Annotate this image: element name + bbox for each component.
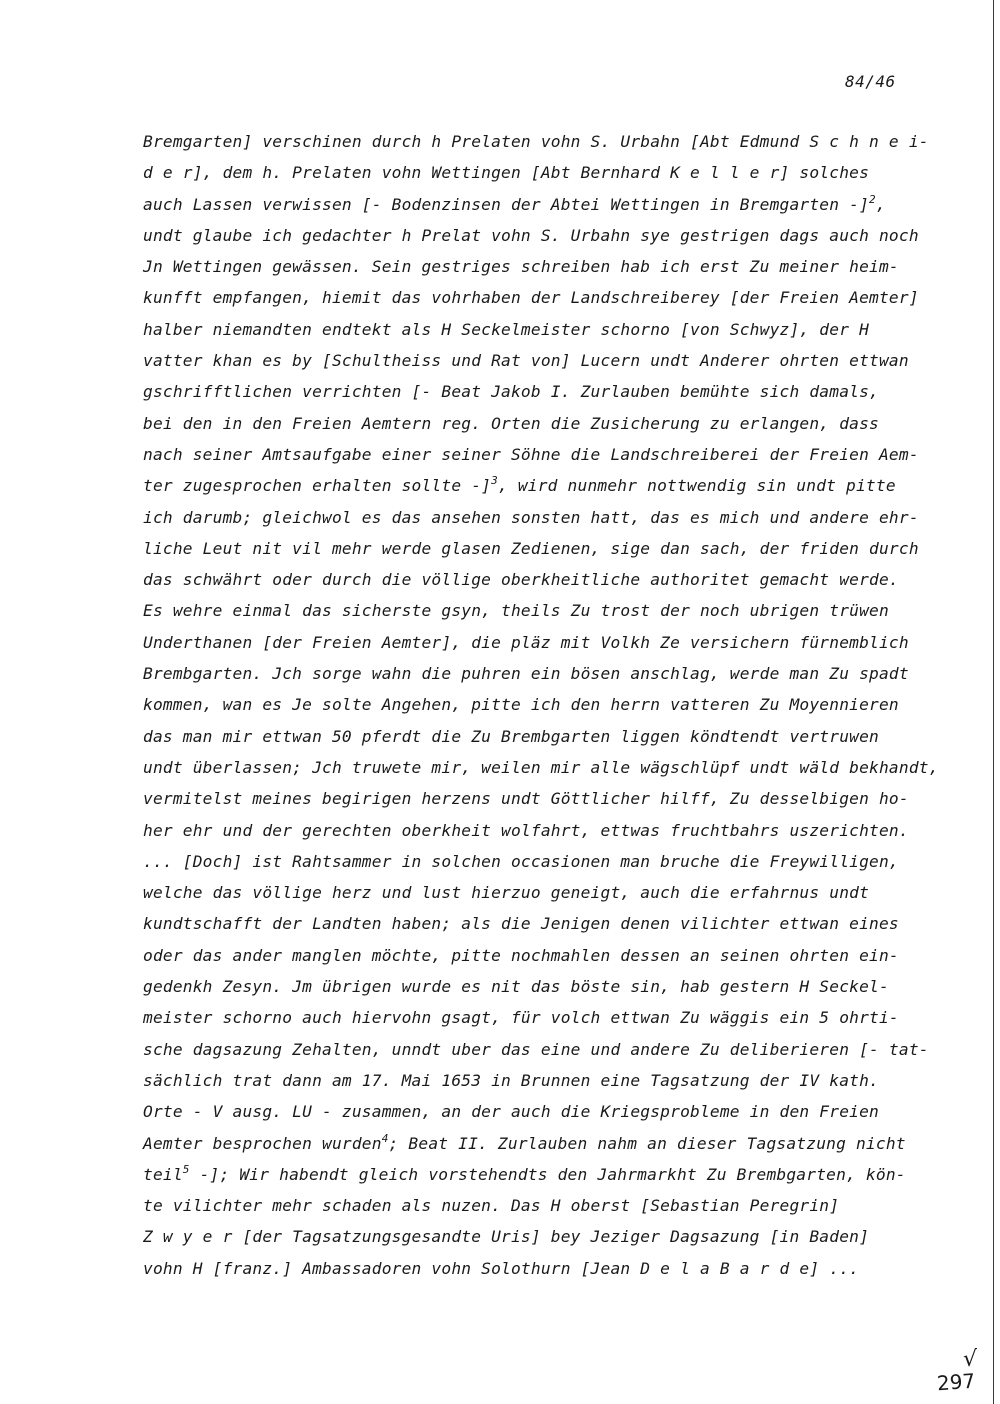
text-line: Brembgarten. Jch sorge wahn die puhren ein bösen anschlag, werde man Zu spadt [143, 664, 909, 684]
text-line-tail: -]; Wir habendt gleich vorstehendts den Jahrmarkht Zu Brembgarten, kön- [189, 1164, 906, 1184]
text-line: oder das ander manglen möchte, pitte nochmahlen dessen an seinen ohrten ein- [143, 945, 899, 965]
text-line: d e r], dem h. Prelaten vohn Wettingen [Abt Bernhard K e l l e r] solches [143, 163, 870, 183]
footnote-marker: 2 [869, 192, 876, 206]
text-line-content: auch Lassen verwissen [- Bodenzinsen der Abtei Wettingen in Bremgarten -] [143, 194, 870, 214]
text-line: meister schorno auch hiervohn gsagt, für volch ettwan Zu wäggis ein 5 ohrti- [143, 1008, 899, 1028]
text-line: sächlich trat dann am 17. Mai 1653 in Brunnen eine Tagsatzung der IV kath. [143, 1070, 879, 1090]
text-line-content: welche das völlige herz und lust hierzuo geneigt, auch die [143, 883, 720, 903]
text-line-tail: ; Beat II. Zurlauben nahm an dieser Tagsatzung nicht [388, 1133, 906, 1153]
text-line: Z w y e r [der Tagsatzungsgesandte Uris] bey Jeziger Dagsazung [in Baden] [143, 1227, 870, 1247]
text-line: ... [Doch] ist Rahtsammer in solchen occasionen man bruche die Freywilligen, [143, 851, 899, 871]
text-line [143, 1159, 943, 1190]
text-line: Orte - V ausg. LU - zusammen, an der auch die Kriegsprobleme in den Freien [143, 1102, 879, 1122]
text-line: gedenkh Zesyn. Jm übrigen wurde es nit das böste sin, hab gestern H Seckel- [143, 977, 889, 997]
text-line [143, 189, 943, 220]
text-line-tail: , wird nunmehr nottwendig sin undt pitte [497, 476, 896, 496]
text-line: undt überlassen; Jch truwete mir, weilen mir alle wägschlüpf undt wäld bekhandt, [143, 757, 939, 777]
text-line: bei den in den Freien Aemtern reg. Orten die Zusicherung zu erlangen, dass [143, 413, 879, 433]
text-line [143, 470, 943, 501]
text-line: das schwährt oder durch die völlige oberkheitliche authoritet gemacht werde. [143, 570, 899, 590]
text-line: Underthanen [der Freien Aemter], die pläz mit Volkh Ze versichern fürnemblich [143, 632, 909, 652]
footnote-marker: 3 [491, 474, 498, 488]
text-line: halber niemandten endtekt als H Seckelmeister schorno [von Schwyz], der H [143, 319, 870, 339]
text-line [143, 1128, 943, 1159]
text-line: ich darumb; gleichwol es das ansehen sonsten hatt, das es mich und andere ehr- [143, 507, 919, 527]
handwritten-archive-number: 297 [936, 1368, 976, 1396]
text-line-content: teil [143, 1164, 183, 1184]
text-line: liche Leut nit vil mehr werde glasen Zedienen, sige dan sach, der friden durch [143, 538, 919, 558]
text-line: kundtschafft der Landten haben; als die Jenigen denen vilichter ettwan eines [143, 914, 899, 934]
text-line: te vilichter mehr schaden als nuzen. Das H oberst [Sebastian Peregrin] [143, 1196, 840, 1216]
text-line: nach seiner Amtsaufgabe einer seiner Söhne die Landschreiberei der Freien Aem- [143, 444, 919, 464]
footnote-marker: 5 [182, 1162, 190, 1176]
text-line: her ehr und der gerechten oberkheit wolfahrt, ettwas fruchtbahrs uszerichten. [143, 820, 909, 840]
text-line: vatter khan es by [Schultheiss und Rat von] Lucern undt Anderer ohrten ettwan [143, 351, 909, 371]
text-line: vohn H [franz.] Ambassadoren vohn Solothurn [Jean D e l a B a r d e] ... [143, 1258, 860, 1278]
text-line: kommen, wan es Je solte Angehen, pitte ich den herrn vatteren Zu Moyennieren [143, 695, 899, 715]
document-body [143, 126, 943, 1284]
page-number: 84/46 [845, 72, 896, 91]
text-line-tail: , [875, 194, 886, 214]
text-line: vermitelst meines begirigen herzens undt Göttlicher hilff, Zu desselbigen ho- [143, 789, 909, 809]
checkmark-icon: √ [963, 1347, 978, 1372]
text-line: undt glaube ich gedachter h Prelat vohn S. Urbahn sye gestrigen dags auch noch [143, 225, 919, 245]
text-line: Bremgarten] verschinen durch h Prelaten vohn S. Urbahn [Abt Edmund S c h n e i- [143, 132, 929, 151]
text-line: Es wehre einmal das sicherste gsyn, theils Zu trost der noch ubrigen trüwen [143, 601, 889, 621]
text-line: sche dagsazung Zehalten, unndt uber das eine und andere Zu deliberieren [- tat- [143, 1039, 929, 1059]
text-line-tail: erfahrnus undt [729, 883, 870, 903]
text-line-content: ter zugesprochen erhalten sollte -] [143, 476, 492, 496]
text-line [143, 877, 943, 908]
text-line: gschrifftlichen verrichten [- Beat Jakob I. Zurlauben bemühte sich damals, [143, 382, 879, 402]
text-line: kunfft empfangen, hiemit das vohrhaben der Landschreiberey [der Freien Aemter] [143, 288, 919, 308]
footnote-marker: 4 [381, 1131, 389, 1145]
text-line: Jn Wettingen gewässen. Sein gestriges schreiben hab ich erst Zu meiner heim- [143, 257, 899, 277]
text-line-content: Aemter besprochen wurden [143, 1133, 382, 1153]
page-edge [993, 0, 994, 1404]
text-line: das man mir ettwan 50 pferdt die Zu Brembgarten liggen köndtendt vertruwen [143, 726, 879, 746]
